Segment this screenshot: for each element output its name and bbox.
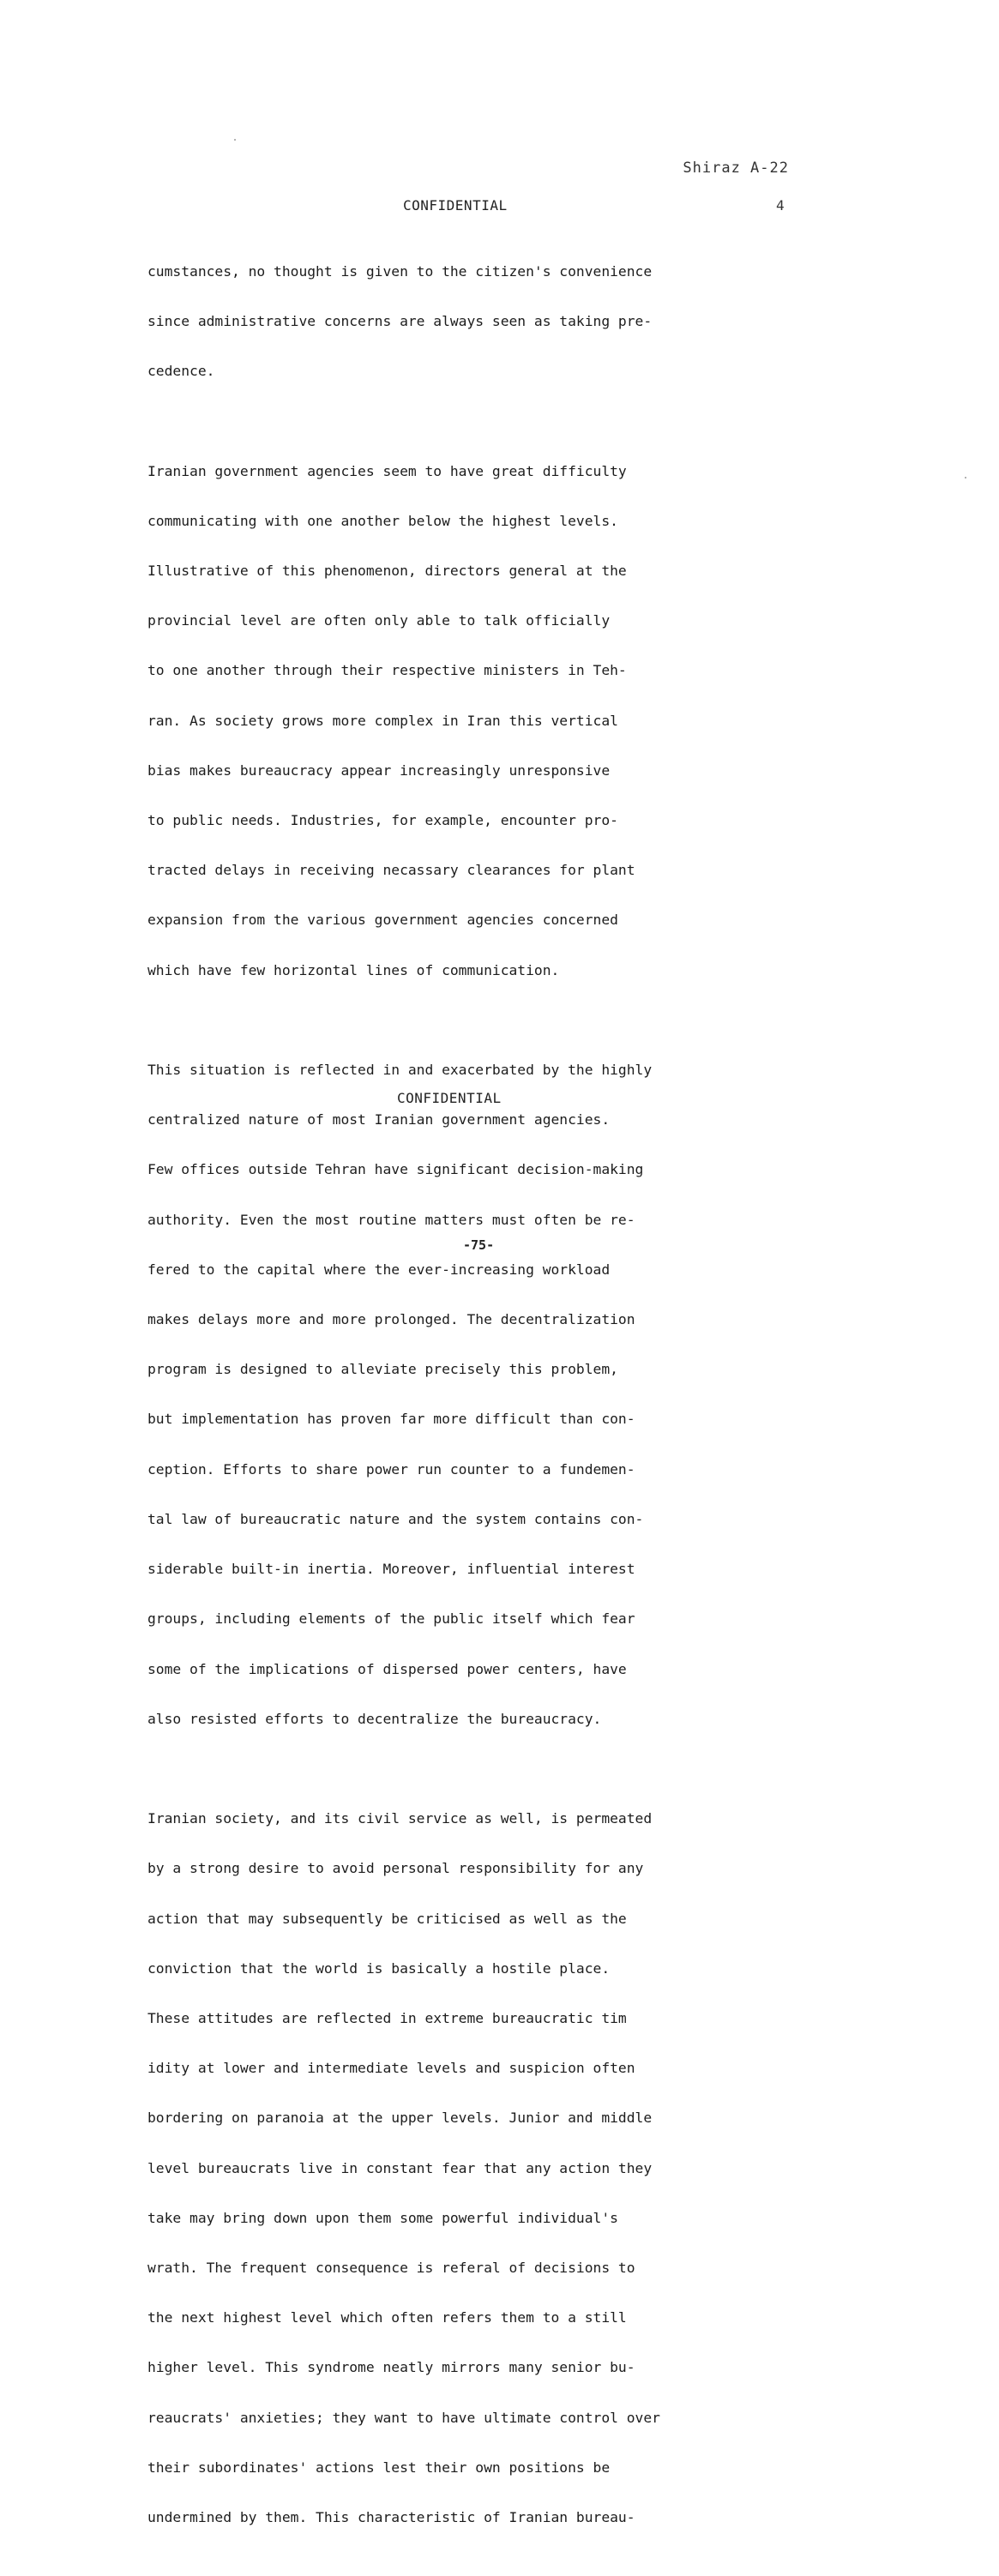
text-line: expansion from the various government agencies concerned: [147, 912, 618, 929]
text-line: cumstances, no thought is given to the citizen's convenience: [147, 262, 653, 280]
text-line: their subordinates' actions lest their own positions be: [147, 2459, 611, 2476]
scan-speck: [234, 139, 236, 141]
scan-speck: [965, 477, 966, 478]
text-line: siderable built-in inertia. Moreover, influential interest: [147, 1561, 635, 1578]
text-line: cedence.: [147, 363, 215, 380]
text-line: reaucrats' anxieties; they want to have ultimate control over: [147, 2409, 660, 2426]
text-line: Illustrative of this phenomenon, directors general at the: [147, 563, 627, 580]
footer-classification: CONFIDENTIAL: [397, 1090, 502, 1106]
text-line: level bureaucrats live in constant fear that any action they: [147, 2159, 653, 2176]
paragraph-4: [147, 1777, 799, 2559]
text-line: also resisted efforts to decentralize the bureaucracy.: [147, 1710, 602, 1727]
text-line: makes delays more and more prolonged. The decentralization: [147, 1311, 635, 1328]
text-line: bordering on paranoia at the upper levels. Junior and middle: [147, 2110, 653, 2127]
text-line: which have few horizontal lines of communication.: [147, 961, 560, 978]
paragraph-1: [147, 230, 799, 412]
text-line: by a strong desire to avoid personal responsibility for any: [147, 1860, 644, 1877]
text-line: Iranian government agencies seem to have great difficulty: [147, 462, 627, 479]
body-text: [147, 230, 799, 2576]
text-line: program is designed to alleviate precisely this problem,: [147, 1361, 618, 1378]
text-line: communicating with one another below the highest levels.: [147, 512, 618, 529]
text-line: action that may subsequently be criticised as well as the: [147, 1910, 627, 1927]
paragraph-3: [147, 1028, 799, 1760]
text-line: conviction that the world is basically a hostile place.: [147, 1959, 611, 1977]
header-classification: CONFIDENTIAL: [403, 197, 508, 214]
text-line: to public needs. Industries, for example, encounter pro-: [147, 812, 618, 829]
folio-number: -75-: [463, 1237, 495, 1253]
text-line: wrath. The frequent consequence is referal of decisions to: [147, 2259, 635, 2276]
text-line: idity at lower and intermediate levels and suspicion often: [147, 2060, 635, 2077]
text-line: but implementation has proven far more difficult than con-: [147, 1411, 635, 1428]
text-line: These attitudes are reflected in extreme bureaucratic tim: [147, 2009, 627, 2026]
text-line: fered to the capital where the ever-increasing workload: [147, 1261, 611, 1278]
text-line: higher level. This syndrome neatly mirrors many senior bu-: [147, 2359, 635, 2376]
text-line: to one another through their respective ministers in Teh-: [147, 662, 627, 679]
text-line: the next highest level which often refers them to a still: [147, 2309, 627, 2326]
text-line: tracted delays in receiving necassary clearances for plant: [147, 862, 635, 879]
text-line: bias makes bureaucracy appear increasingly unresponsive: [147, 761, 611, 779]
document-reference: Shiraz A-22: [683, 159, 789, 177]
text-line: ception. Efforts to share power run counter to a fundemen-: [147, 1460, 635, 1478]
text-line: Iranian society, and its civil service as well, is permeated: [147, 1810, 653, 1827]
text-line: take may bring down upon them some powerful individual's: [147, 2209, 618, 2226]
text-line: since administrative concerns are always seen as taking pre-: [147, 313, 653, 330]
text-line: provincial level are often only able to talk officially: [147, 612, 611, 629]
text-line: tal law of bureaucratic nature and the system contains con-: [147, 1510, 644, 1527]
text-line: This situation is reflected in and exacerbated by the highly: [147, 1062, 653, 1079]
text-line: undermined by them. This characteristic of Iranian bureau-: [147, 2508, 635, 2525]
text-line: ran. As society grows more complex in Iran this vertical: [147, 712, 618, 729]
text-line: Few offices outside Tehran have significant decision-making: [147, 1161, 644, 1178]
text-line: centralized nature of most Iranian government agencies.: [147, 1111, 611, 1129]
page-number: 4: [776, 197, 785, 214]
text-line: groups, including elements of the public itself which fear: [147, 1610, 635, 1628]
text-line: authority. Even the most routine matters must often be re-: [147, 1211, 635, 1228]
text-line: some of the implications of dispersed power centers, have: [147, 1660, 627, 1677]
paragraph-2: [147, 430, 799, 1012]
